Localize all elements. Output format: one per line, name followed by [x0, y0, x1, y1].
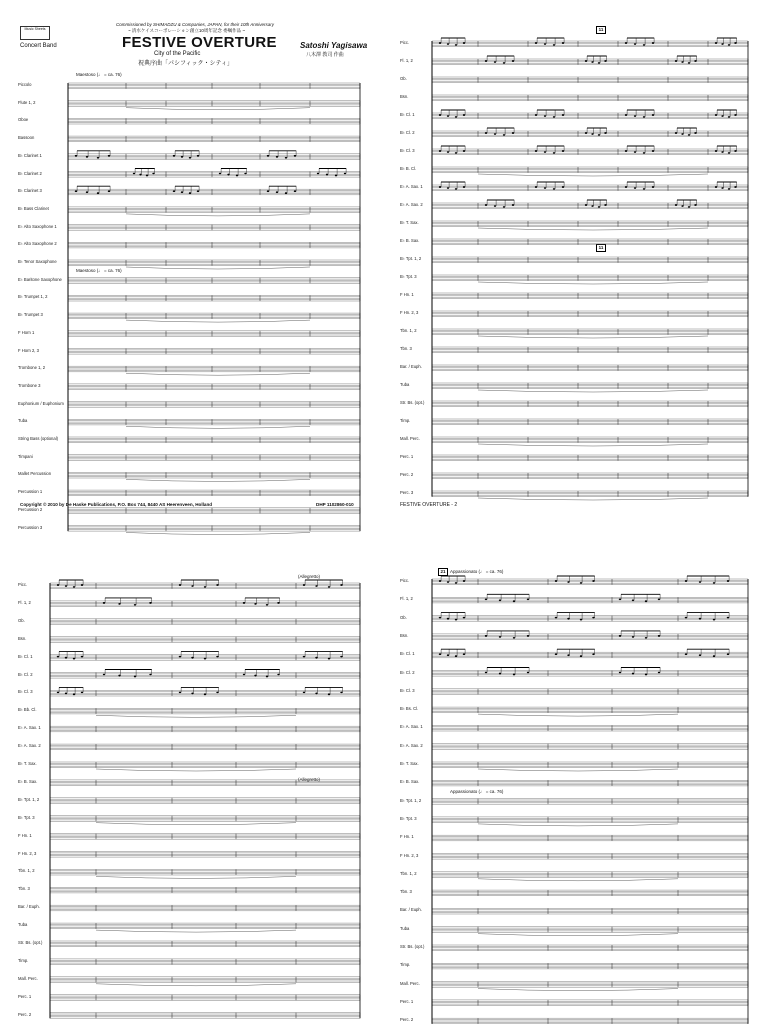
instrument-label: Ob. — [18, 617, 25, 623]
instrument-label: B♭ Tenor Saxophone — [18, 259, 57, 264]
instrument-label: String Bass (optional) — [18, 436, 59, 441]
instrument-label: Piccolo — [18, 82, 32, 87]
instrument-label: Mall. Perc. — [18, 975, 38, 981]
staff — [50, 995, 360, 1001]
staff — [68, 313, 360, 322]
staff — [68, 437, 360, 443]
staff — [50, 834, 360, 840]
staff — [432, 146, 748, 155]
score-page-3 — [16, 570, 362, 1024]
staff — [432, 56, 748, 65]
instrument-label: F Hn. 1 — [18, 832, 32, 838]
instrument-label: E♭ A. Sax. 2 — [400, 742, 423, 748]
staff — [68, 151, 360, 160]
staff — [432, 927, 748, 936]
staff — [50, 580, 360, 589]
staff — [50, 670, 360, 679]
instrument-label: B♭ Trumpet 1, 2 — [18, 294, 48, 300]
staff — [68, 260, 360, 269]
instrument-label: B♭ Bb. Cl. — [18, 707, 37, 713]
instrument-label: Tbn. 1, 2 — [18, 868, 35, 874]
staff — [432, 473, 748, 479]
commission-line-2: ~ 清水ケイスコーポレーション創立10周年記念 委嘱作品 ~ — [128, 28, 245, 33]
score-staves — [16, 570, 362, 1024]
staff — [432, 365, 748, 371]
staff — [432, 963, 748, 969]
staff — [432, 38, 748, 47]
score-page-1 — [16, 20, 368, 530]
staff — [50, 905, 360, 911]
instrument-label: E♭ A. Sax. 1 — [18, 725, 41, 731]
staff — [68, 83, 360, 89]
staff — [432, 383, 748, 392]
staff — [432, 401, 748, 407]
instrument-label: Tbn. 3 — [400, 346, 412, 351]
instrument-label: Ob. — [400, 614, 407, 620]
staff — [432, 613, 748, 622]
staff — [50, 1013, 360, 1019]
piece-subtitle: City of the Pacific — [154, 51, 201, 57]
instrument-label: B♭ B. Cl. — [400, 166, 417, 171]
instrument-label: Bar. / Euph. — [400, 907, 422, 913]
staff — [432, 707, 748, 716]
instrument-label: Perc. 2 — [18, 1011, 32, 1017]
staff — [50, 708, 360, 717]
instrument-label: Tuba — [18, 922, 28, 928]
staff — [432, 311, 748, 317]
staff — [68, 508, 360, 514]
instrument-label: Fl. 1, 2 — [400, 58, 413, 63]
instrument-label: Tuba — [400, 925, 410, 931]
instrument-label: Percussion 1 — [18, 489, 43, 495]
score-page-4 — [398, 560, 750, 1024]
instrument-label: F Hn. 2, 3 — [18, 850, 37, 856]
instrument-label: Mallet Percussion — [18, 471, 52, 477]
instrument-label: Perc. 3 — [400, 490, 414, 495]
staff — [432, 668, 748, 677]
staff — [432, 257, 748, 263]
staff — [432, 762, 748, 771]
instrument-label: B♭ Tpt. 1, 2 — [18, 796, 40, 802]
tempo-marking-brass: (Allegretto) — [298, 777, 321, 782]
publisher-badge: Music Sheets — [20, 26, 50, 40]
instrument-label: E♭ A. Sax. 1 — [400, 724, 423, 730]
commission-line-1: Commissioned by SHIMADZU & Companies, JAPAN, for their 10th Anniversary — [116, 22, 275, 27]
instrument-label: Bassoon — [18, 135, 35, 141]
instrument-label: Timpani — [18, 453, 33, 459]
instrument-label: Perc. 2 — [400, 472, 414, 477]
instrument-label: Percussion 2 — [18, 506, 43, 512]
instrument-label: E♭ A. Sax. 1 — [400, 184, 423, 189]
instrument-label: B♭ Tpt. 1, 2 — [400, 256, 422, 261]
rehearsal-mark-brass: 11 — [596, 244, 606, 252]
instrument-label: E♭ Baritone Saxophone — [18, 276, 62, 282]
staff — [432, 200, 748, 209]
copyright-notice: Copyright © 2010 by De Haske Publications, P.O. Box 744, 8440 AS Heerenveen, Holland — [20, 502, 213, 507]
instrument-label: B♭ Cl. 3 — [400, 148, 415, 153]
instrument-label: Mall. Perc. — [400, 436, 420, 441]
instrument-label: F Hn. 2, 3 — [400, 852, 419, 858]
instrument-label: Tuba — [400, 382, 410, 387]
instrument-label: Trombone 3 — [18, 382, 41, 388]
instrument-label: F Horn 2, 3 — [18, 347, 39, 353]
instrument-label: B♭ Cl. 3 — [18, 689, 33, 695]
tempo-marking-brass: Maestoso (♩ = ca. 76) — [76, 268, 122, 273]
instrument-label: Bsn. — [18, 635, 27, 641]
instrument-label: E♭ B. Sax. — [400, 779, 420, 785]
instrument-label: B♭ Cl. 2 — [400, 669, 415, 675]
instrument-label: Perc. 2 — [400, 1017, 414, 1023]
tempo-marking: Appassionato (♩ = ca. 76) — [450, 569, 504, 574]
instrument-label: E♭ Alto Saxophone 2 — [18, 241, 57, 247]
staff — [68, 295, 360, 301]
staff — [50, 923, 360, 932]
instrument-label: Percussion 3 — [18, 524, 43, 530]
staff — [50, 619, 360, 625]
staff — [432, 95, 748, 101]
staff — [50, 744, 360, 750]
staff — [432, 854, 748, 860]
staff — [68, 455, 360, 461]
staff — [50, 780, 360, 786]
staff — [432, 293, 748, 299]
staff — [432, 872, 748, 881]
staff — [432, 182, 748, 191]
instrument-label: B♭ Clarinet 1 — [18, 152, 42, 158]
rehearsal-mark: 11 — [596, 26, 606, 34]
staff — [432, 799, 748, 805]
tempo-marking: (Allegretto) — [298, 574, 321, 579]
staff — [432, 455, 748, 461]
staff — [68, 366, 360, 375]
instrument-label: B♭ Tpt. 3 — [400, 815, 417, 821]
instrument-label: F Hn. 2, 3 — [400, 310, 419, 315]
instrument-label: E♭ B. Sax. — [18, 778, 38, 784]
instrument-label: Fl. 1, 2 — [18, 599, 31, 605]
staff — [68, 331, 360, 337]
composer-name-jp: 八木澤 教司 作曲 — [306, 52, 344, 58]
staff — [50, 798, 360, 804]
instrument-label: Fl. 1, 2 — [400, 596, 413, 602]
instrument-label: Picc. — [400, 578, 410, 583]
staff — [50, 687, 360, 696]
staff — [432, 110, 748, 119]
staff — [68, 242, 360, 248]
instrument-label: Tuba — [18, 418, 28, 424]
score-staves — [398, 560, 750, 1024]
staff — [50, 869, 360, 878]
instrument-label: B♭ Tpt. 1, 2 — [400, 797, 422, 803]
instrument-label: Euphonium / Euphonium — [18, 400, 64, 406]
staff — [50, 816, 360, 825]
staff — [432, 1018, 748, 1024]
staff — [432, 329, 748, 338]
catalog-number: DHP 1102860-010 — [316, 502, 354, 507]
instrument-label: Tbn. 3 — [400, 889, 412, 895]
instrument-label: Timp. — [400, 418, 411, 423]
staff — [432, 1000, 748, 1006]
instrument-label: Ob. — [400, 76, 407, 81]
staff — [432, 437, 748, 446]
staff — [432, 167, 748, 176]
staff — [432, 689, 748, 695]
instrument-label: E♭ A. Sax. 2 — [400, 202, 423, 207]
staff — [432, 347, 748, 353]
instrument-label: Str. Bs. (opt.) — [400, 944, 425, 949]
staff — [432, 649, 748, 658]
staff — [432, 275, 748, 284]
staff — [432, 780, 748, 786]
instrument-label: B♭ Tpt. 3 — [18, 814, 35, 820]
staff — [50, 852, 360, 858]
score-staves — [16, 20, 362, 515]
staff — [432, 945, 748, 951]
instrument-label: B♭ T. Sax. — [18, 761, 37, 766]
staff — [432, 128, 748, 137]
staff — [68, 384, 360, 390]
instrument-label: B♭ Bs. Cl. — [400, 706, 419, 712]
instrument-label: Picc. — [18, 582, 28, 587]
staff — [68, 472, 360, 481]
staff — [432, 835, 748, 841]
staff — [432, 908, 748, 914]
staff — [432, 77, 748, 83]
instrument-label: F Horn 1 — [18, 329, 35, 335]
instrument-label: B♭ Clarinet 2 — [18, 170, 42, 176]
instrument-label: B♭ Bass Clarinet — [18, 205, 49, 211]
instrument-label: F Hn. 1 — [400, 292, 414, 297]
staff — [68, 169, 360, 178]
composer-name: Satoshi Yagisawa — [300, 41, 368, 50]
staff — [432, 576, 748, 585]
tempo-marking-brass: Appassionato (♩ = ca. 76) — [450, 789, 504, 794]
staff — [68, 225, 360, 231]
staff — [50, 959, 360, 965]
staff — [50, 887, 360, 893]
page-footer: FESTIVE OVERTURE - 2 — [400, 502, 458, 508]
instrument-label: B♭ Trumpet 3 — [18, 312, 43, 318]
instrument-label: Tbn. 1, 2 — [400, 328, 417, 333]
staff — [68, 526, 360, 535]
staff — [432, 744, 748, 750]
staff — [68, 136, 360, 142]
staff — [68, 490, 360, 496]
staff — [68, 278, 360, 284]
staff — [68, 101, 360, 110]
staff — [432, 725, 748, 731]
instrument-label: B♭ Cl. 1 — [400, 651, 415, 657]
instrument-label: Mall. Perc. — [400, 980, 420, 986]
instrument-label: Bar. / Euph. — [400, 364, 422, 369]
staff — [50, 598, 360, 607]
piece-title: FESTIVE OVERTURE — [122, 34, 277, 51]
instrument-label: B♭ Cl. 1 — [400, 112, 415, 117]
instrument-label: Bsn. — [400, 632, 409, 638]
staff — [50, 652, 360, 661]
instrument-label: Tbn. 3 — [18, 886, 30, 892]
staff — [432, 491, 748, 500]
instrument-label: E♭ A. Sax. 2 — [18, 743, 41, 749]
staff — [50, 977, 360, 986]
staff — [432, 239, 748, 245]
staff — [432, 419, 748, 425]
instrument-label: B♭ Cl. 2 — [400, 130, 415, 135]
instrument-label: Picc. — [400, 40, 410, 45]
instrument-label: Timp. — [18, 957, 29, 963]
instrument-label: B♭ T. Sax. — [400, 220, 419, 225]
staff — [432, 594, 748, 603]
staff — [50, 941, 360, 947]
staff — [68, 118, 360, 124]
instrument-label: Timp. — [400, 962, 411, 968]
ensemble-label: Concert Band — [20, 43, 57, 49]
instrument-label: Bsn. — [400, 94, 409, 99]
staff — [432, 890, 748, 896]
instrument-label: Trombone 1, 2 — [18, 365, 46, 371]
instrument-label: B♭ Cl. 3 — [400, 687, 415, 693]
instrument-label: B♭ Tpt. 3 — [400, 274, 417, 279]
staff — [68, 402, 360, 408]
instrument-label: E♭ B. Sax. — [400, 238, 420, 243]
instrument-label: Perc. 1 — [400, 454, 414, 459]
instrument-label: Str. Bs. (opt.) — [18, 940, 43, 945]
staff — [68, 349, 360, 355]
rehearsal-mark: 21 — [438, 568, 448, 576]
instrument-label: Bar. / Euph. — [18, 904, 40, 910]
staff — [432, 817, 748, 826]
instrument-label: Perc. 1 — [400, 998, 414, 1004]
instrument-label: B♭ Cl. 2 — [18, 671, 33, 677]
tempo-marking: Maestoso (♩ = ca. 76) — [76, 72, 122, 77]
staff — [68, 186, 360, 195]
staff — [50, 726, 360, 732]
staff — [68, 207, 360, 216]
staff — [68, 419, 360, 428]
instrument-label: B♭ Cl. 1 — [18, 653, 33, 659]
instrument-label: B♭ Clarinet 3 — [18, 188, 42, 194]
score-staves — [398, 20, 750, 515]
instrument-label: Tbn. 1, 2 — [400, 870, 417, 876]
staff — [432, 221, 748, 230]
instrument-label: Perc. 1 — [18, 993, 32, 999]
score-page-2 — [398, 20, 750, 515]
staff — [432, 631, 748, 640]
instrument-label: E♭ Alto Saxophone 1 — [18, 223, 57, 229]
instrument-label: Oboe — [18, 117, 29, 123]
instrument-label: B♭ T. Sax. — [400, 761, 419, 766]
staff — [432, 982, 748, 991]
instrument-label: F Hn. 1 — [400, 834, 414, 840]
staff — [50, 637, 360, 643]
piece-subtitle-jp: 祝典序曲「パシフィック・シティ」 — [138, 61, 234, 67]
staff — [50, 762, 360, 771]
instrument-label: Flute 1, 2 — [18, 99, 36, 105]
instrument-label: Str. Bs. (opt.) — [400, 400, 425, 405]
